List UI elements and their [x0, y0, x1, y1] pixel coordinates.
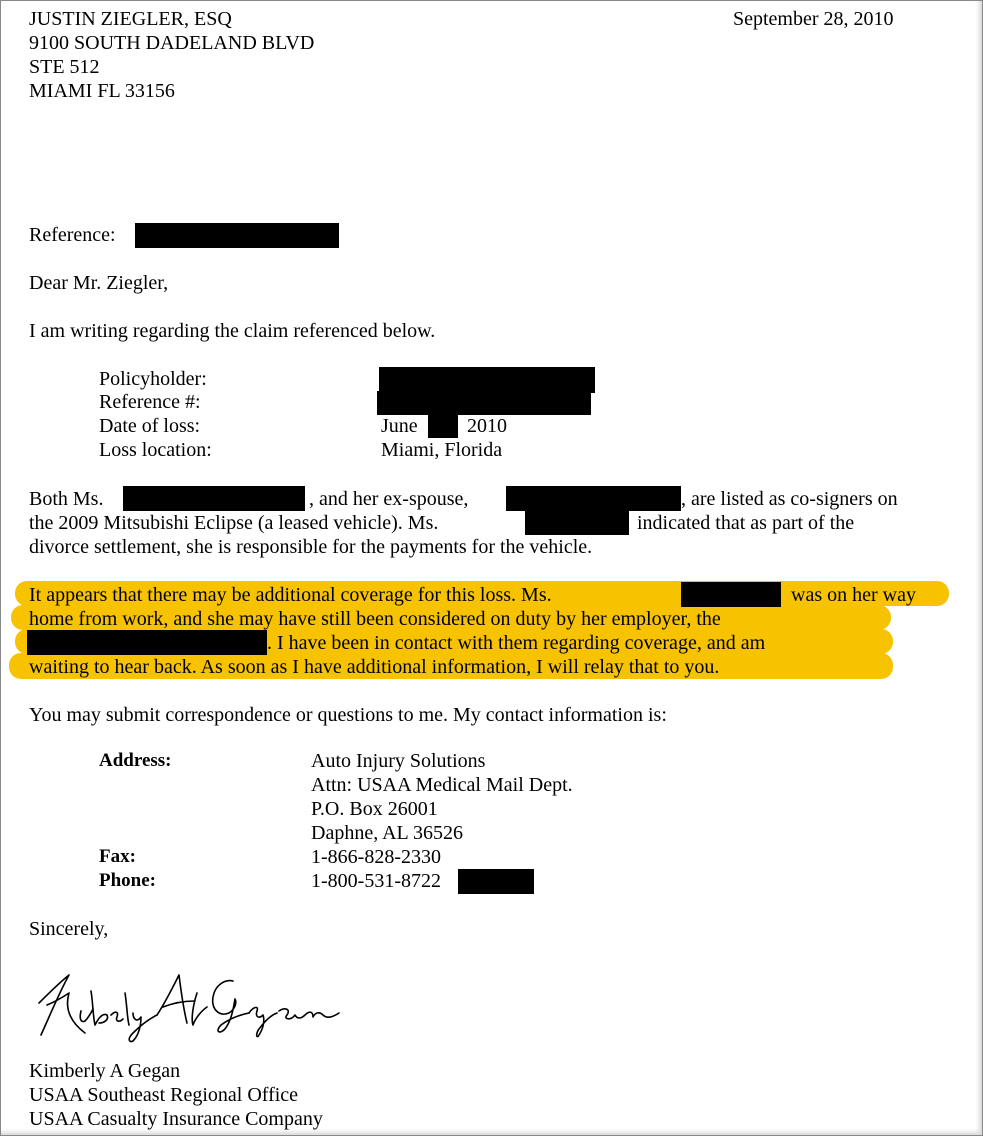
- phone-number: 1-800-531-8722: [311, 870, 441, 892]
- para2-line3: . I have been in contact with them regarding coverage, and am: [267, 632, 766, 654]
- para1-line1-c: , are listed as co-signers on: [681, 488, 898, 510]
- signer-name: Kimberly A Gegan: [29, 1060, 181, 1082]
- redaction-ms-name-1: [123, 486, 305, 511]
- intro-sentence: I am writing regarding the claim referenced below.: [29, 320, 436, 342]
- redaction-ex-spouse-name: [506, 486, 681, 511]
- redaction-ms-name-2: [525, 510, 629, 535]
- para1-line2-b: indicated that as part of the: [637, 512, 855, 534]
- para1-line1-b: , and her ex-spouse,: [309, 488, 469, 510]
- claim-reference-label: Reference #:: [99, 391, 201, 413]
- salutation: Dear Mr. Ziegler,: [29, 272, 169, 294]
- date-of-loss-month: June: [381, 415, 418, 437]
- fax-number: 1-866-828-2330: [311, 846, 441, 868]
- redaction-phone-extension: [458, 869, 534, 894]
- date-of-loss-label: Date of loss:: [99, 415, 201, 437]
- closing: Sincerely,: [29, 918, 109, 940]
- redaction-claim-reference: [377, 391, 591, 415]
- address-line-1: Auto Injury Solutions: [311, 750, 486, 772]
- para1-line3: divorce settlement, she is responsible for the payments for the vehicle.: [29, 536, 593, 558]
- para1-line2-a: the 2009 Mitsubishi Eclipse (a leased vehicle). Ms.: [29, 512, 439, 534]
- para2-line1-b: was on her way: [791, 584, 916, 606]
- sender-address-line-2: 9100 SOUTH DADELAND BLVD: [29, 32, 315, 54]
- address-label: Address:: [99, 750, 172, 771]
- fax-label: Fax:: [99, 846, 136, 867]
- para2-line1-a: It appears that there may be additional coverage for this loss. Ms.: [29, 584, 552, 606]
- para2-line2: home from work, and she may have still been considered on duty by her employer, the: [29, 608, 721, 630]
- sender-address-line-1: JUSTIN ZIEGLER, ESQ: [29, 8, 232, 30]
- redaction-reference: [135, 223, 339, 248]
- policyholder-label: Policyholder:: [99, 368, 207, 390]
- loss-location: Miami, Florida: [381, 439, 503, 461]
- para1-line1-a: Both Ms.: [29, 488, 104, 510]
- handwritten-signature: [29, 963, 359, 1043]
- redaction-policyholder: [379, 367, 595, 393]
- redaction-ms-name-3: [681, 582, 781, 607]
- para2-line4: waiting to hear back. As soon as I have additional information, I will relay that to you.: [29, 656, 720, 678]
- sender-address-line-4: MIAMI FL 33156: [29, 80, 175, 102]
- signer-company: USAA Casualty Insurance Company: [29, 1108, 323, 1130]
- address-line-2: Attn: USAA Medical Mail Dept.: [311, 774, 573, 796]
- reference-label: Reference:: [29, 224, 116, 246]
- signer-office: USAA Southeast Regional Office: [29, 1084, 299, 1106]
- loss-location-label: Loss location:: [99, 439, 212, 461]
- redaction-employer-name: [27, 630, 267, 655]
- address-line-4: Daphne, AL 36526: [311, 822, 464, 844]
- sender-address-line-3: STE 512: [29, 56, 100, 78]
- redaction-date-of-loss-day: [428, 414, 458, 438]
- phone-label: Phone:: [99, 870, 156, 891]
- date-of-loss-year: 2010: [467, 415, 507, 437]
- contact-intro: You may submit correspondence or questions to me. My contact information is:: [29, 704, 667, 726]
- address-line-3: P.O. Box 26001: [311, 798, 438, 820]
- letter-date: September 28, 2010: [733, 8, 894, 30]
